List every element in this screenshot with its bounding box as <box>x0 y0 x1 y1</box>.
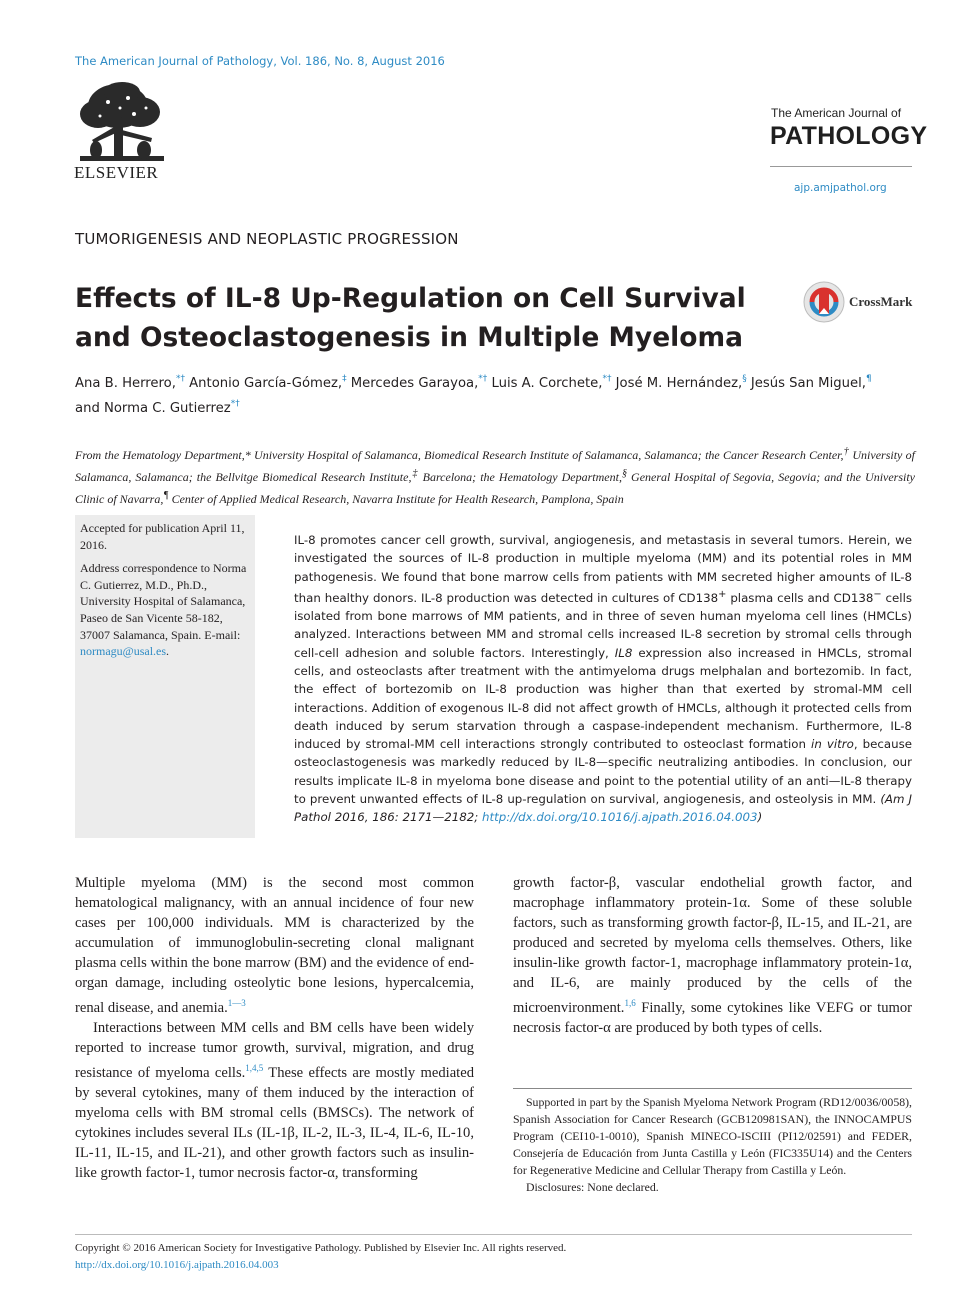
reference-link[interactable]: 1—3 <box>227 998 246 1008</box>
abstract-text: expression also increased in HMCLs, stromal cells, and osteoclasts after treatment with the antimyeloma drugs melphalan and bortezomib. In fact, the effect of bortezomib on IL-8 production was higher than that exerted by stromal-MM cell interactions. Addition of exogenous IL-8 did not affect growth of HMCLs, although it protected cells from death induced by serum starvation through a caspase-independent mechanism. Furthermore, IL-8 induced by stromal-MM cell interactions strongly contributed to osteoclast formation <box>294 645 912 752</box>
abstract-citation-end: ) <box>757 810 763 825</box>
correspondence <box>80 560 250 660</box>
brand-divider <box>770 166 912 167</box>
journal-brand-title: PATHOLOGY <box>770 122 928 150</box>
author-mark[interactable]: ¶ <box>865 374 872 384</box>
body-paragraph <box>513 873 912 1038</box>
affiliation-text: University of Salamanca, Salamanca; the Bellvitge Biomedical Research Institute, <box>75 448 915 484</box>
article-title: Effects of IL-8 Up-Regulation on Cell Survival and Osteoclastogenesis in Multiple Myeloma <box>75 283 746 353</box>
journal-brand-small: The American Journal of <box>771 106 902 120</box>
author-mark[interactable]: *† <box>230 399 240 409</box>
affiliation-text: Barcelona; the Hematology Department, <box>418 469 622 484</box>
reference-link[interactable]: 1,4,5 <box>245 1063 264 1073</box>
article-info-text <box>80 520 250 667</box>
author-name: José M. Hernández, <box>615 376 743 391</box>
footnotes <box>513 1094 912 1196</box>
affiliation-mark: § <box>621 467 627 479</box>
author-mark[interactable]: *† <box>602 374 612 384</box>
abstract-text: , because osteoclastogenesis was markedly reduced by IL-8—specific neutralizing antibodies. In conclusion, our results implicate IL-8 in myeloma bone disease and point to the potential utility of an anti—IL-8 therapy to prevent unwanted effects of IL-8 up-regulation on survival, angiogenesis, and osteolysis in MM. <box>294 737 912 807</box>
abstract-superscript: + <box>718 588 727 600</box>
abstract-text: IL-8 promotes cancer cell growth, survival, angiogenesis, and metastasis in several tumors. Herein, we investigated the sources of IL-8 production in multiple myeloma (MM) and its potential roles in MM pathogenesis. We found that bone marrow cells from patients with MM secreted higher amounts of IL-8 than healthy donors. IL-8 production was detected in cultures of CD138 <box>294 533 912 605</box>
author-name: and Norma C. Gutierrez <box>75 401 231 416</box>
affiliation-mark: ¶ <box>163 489 169 501</box>
body-column-right <box>513 873 912 1038</box>
author-name: Jesús San Miguel, <box>750 376 866 391</box>
crossmark-label[interactable]: CrossMark <box>849 294 913 309</box>
body-text: These effects are mostly mediated by several cytokines, many of them induced by the interaction of myeloma cells with BM stromal cells (BMSCs). The network of cytokines includes several ILs (IL-1β, IL-2, IL-3, IL-4, IL-6, IL-10, IL-11, IL-15, and IL-21), and other growth factors such as insulin-like growth factor-1, tumor necrosis factor-α, transforming <box>75 1065 474 1181</box>
body-text: Finally, some cytokines like VEFG or tumor necrosis factor-α are produced by both types of cells. <box>513 1000 912 1036</box>
copyright-notice: Copyright © 2016 American Society for Investigative Pathology. Published by Elsevier Inc. All rights reserved. <box>75 1242 567 1254</box>
author-mark[interactable]: *† <box>175 374 185 384</box>
author-name: Ana B. Herrero, <box>75 376 176 391</box>
abstract-gene-name: IL8 <box>614 645 633 660</box>
funding-note: Supported in part by the Spanish Myeloma Network Program (RD12/0036/0058), Spanish Association for Cancer Research (GCB120981SAN), the INNOCAMPUS Program (CEI10-1-0010), Spanish MINECO-ISCIII (PI12/02591) and FEDER, Consejería de Educación from Junta Castilla y León (FIC335U14) and the Centers for Regenerative Medicine and Cellular Therapy from Castilla y León. <box>513 1095 912 1177</box>
affiliation-text: From the Hematology Department,* University Hospital of Salamanca, Biomedical Research Institute of Salamanca, Salamanca; the Cancer Research Center, <box>75 448 844 462</box>
footnote-divider <box>513 1088 912 1089</box>
affiliation-mark: ‡ <box>411 467 419 479</box>
affiliation-text: General Hospital of Segovia, Segovia; and the University Clinic of Navarra, <box>75 469 916 506</box>
footer-divider <box>75 1234 912 1235</box>
reference-link[interactable]: 1,6 <box>624 998 636 1008</box>
correspondence-end: . <box>166 644 170 659</box>
abstract-text: plasma cells and CD138 <box>726 590 874 605</box>
affiliation-text: Center of Applied Medical Research, Navarra Institute for Health Research, Pamplona, Spain <box>168 491 624 506</box>
disclosures-note: Disclosures: None declared. <box>526 1180 659 1194</box>
journal-url-link[interactable]: ajp.amjpathol.org <box>794 182 887 194</box>
author-name: Luis A. Corchete, <box>491 376 603 391</box>
section-heading: TUMORIGENESIS AND NEOPLASTIC PROGRESSION <box>75 230 459 248</box>
abstract-citation: (Am J Pathol 2016, 186: 2171—2182; <box>294 792 912 825</box>
publisher-name: ELSEVIER <box>74 163 159 182</box>
author-mark[interactable]: *† <box>478 374 488 384</box>
accepted-date: Accepted for publication April 11, 2016. <box>80 521 245 552</box>
author-mark[interactable]: § <box>742 374 747 384</box>
body-text: Multiple myeloma (MM) is the second most common hematological malignancy, with an annual incidence of four new cases per 100,000 individuals. MM is characterized by the accumulation of immunoglobulin-secreting clonal malignant plasma cells within the bone marrow (BM) and the evidence of end-organ damage, including osteolytic bone lesions, hypercalcemia, renal disease, and anemia. <box>75 875 474 1016</box>
body-text: growth factor-β, vascular endothelial growth factor, and macrophage inflammatory protein-1α. Some of these soluble factors, such as transforming growth factor-β, IL-15, and IL-21, are produced and secreted by myeloma cells themselves. Others, like insulin-like growth factor-1, macrophage inflammatory protein-1α, and IL-6, are mainly produced by the cells of the microenvironment. <box>513 875 912 1016</box>
affiliations <box>75 443 915 508</box>
body-paragraph <box>75 1018 474 1183</box>
body-text: Interactions between MM cells and BM cells have been widely reported to increase tumor growth, survival, migration, and drug resistance of myeloma cells. <box>75 1020 474 1081</box>
footer-doi-link[interactable]: http://dx.doi.org/10.1016/j.ajpath.2016.04.003 <box>75 1259 279 1271</box>
abstract-doi-link[interactable]: http://dx.doi.org/10.1016/j.ajpath.2016.04.003 <box>482 810 758 825</box>
body-paragraph <box>75 873 474 1018</box>
abstract-superscript: − <box>873 588 882 600</box>
author-name: Antonio García-Gómez, <box>189 376 343 391</box>
author-name: Mercedes Garayoa, <box>350 376 479 391</box>
abstract <box>294 531 912 827</box>
author-list <box>75 369 920 419</box>
affiliation-mark: † <box>843 446 850 457</box>
body-column-left <box>75 873 474 1183</box>
journal-citation-line: The American Journal of Pathology, Vol. 186, No. 8, August 2016 <box>75 54 445 68</box>
email-link[interactable]: normagu@usal.es <box>80 644 167 659</box>
abstract-text: cells isolated from bone marrows of MM patients, and in three of seven human myeloma cell lines (HMCLs) analyzed. Interactions between MM and stromal cells increased IL-8 secretion by stromal cells through cell-cell adhesion and soluble factors. Interestingly, <box>294 590 912 660</box>
correspondence-address: Address correspondence to Norma C. Gutierrez, M.D., Ph.D., University Hospital of Salamanca, Paseo de San Vicente 58-182, 37007 Salamanca, Spain. E-mail: <box>80 561 247 642</box>
abstract-italic: in vitro <box>811 737 854 752</box>
author-mark[interactable]: ‡ <box>342 374 347 384</box>
